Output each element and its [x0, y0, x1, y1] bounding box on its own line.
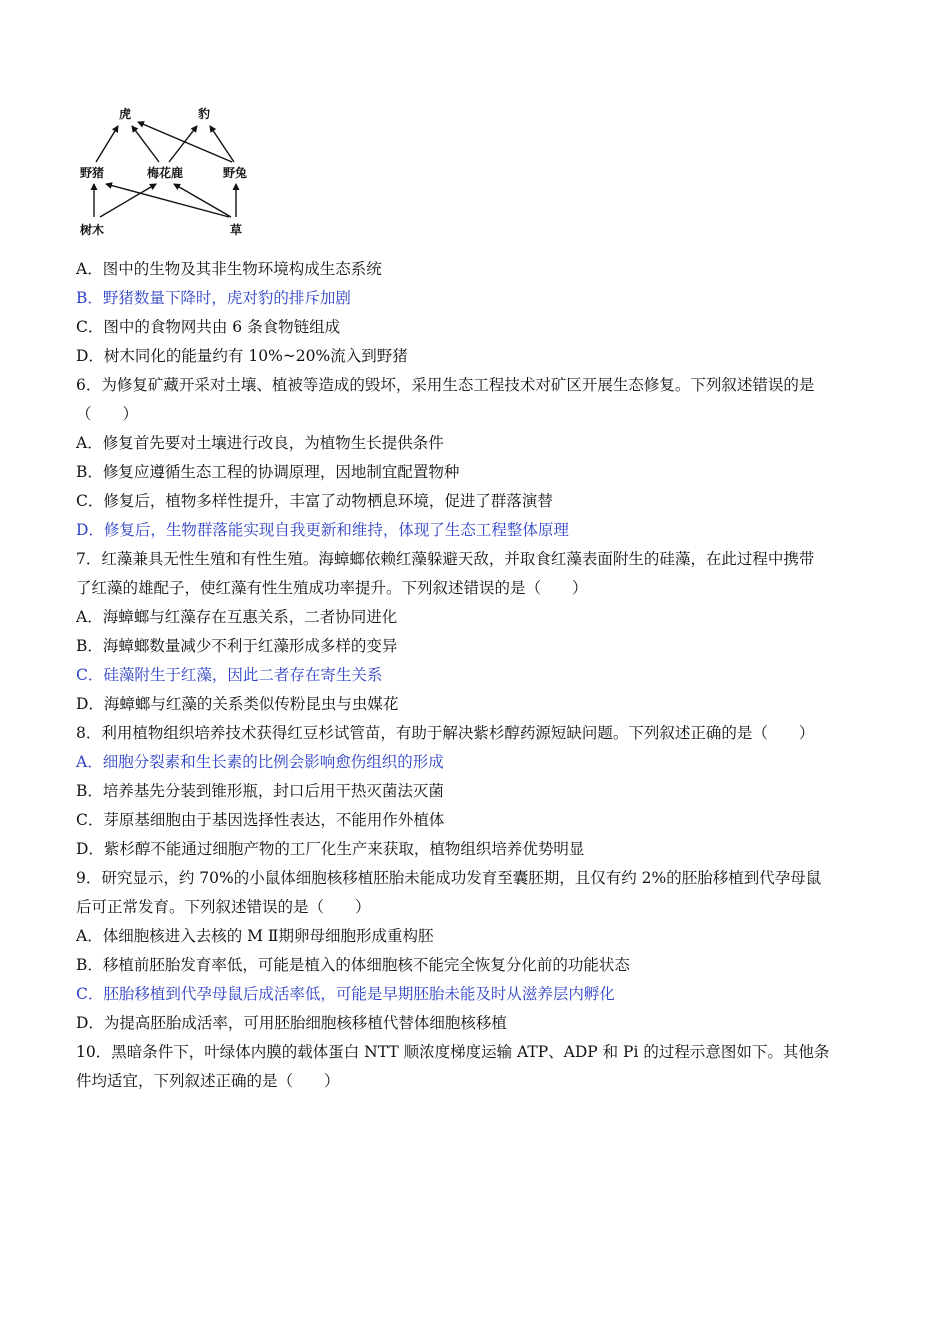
- node-sika-deer: 梅花鹿: [147, 166, 184, 180]
- arrow-rabbit-leopard: [210, 126, 234, 162]
- text-line: 6．为修复矿藏开采对土壤、植被等造成的毁坏，采用生态工程技术对矿区开展生态修复。下列叙述错误的是: [76, 376, 815, 394]
- text-line: B．移植前胚胎发育率低，可能是植入的体细胞核不能完全恢复分化前的功能状态: [76, 956, 630, 974]
- text-line: 了红藻的雄配子，使红藻有性生殖成功率提升。下列叙述错误的是（ ）: [76, 579, 588, 597]
- text-line: A．海蟑螂与红藻存在互惠关系，二者协同进化: [76, 608, 398, 626]
- text-line: D．修复后，生物群落能实现自我更新和维持，体现了生态工程整体原理: [76, 521, 569, 539]
- text-line: C．硅藻附生于红藻，因此二者存在寄生关系: [76, 666, 383, 684]
- arrow-boar-tiger: [96, 126, 118, 162]
- node-leopard: 豹: [198, 107, 211, 121]
- text-line: 9．研究显示，约 70%的小鼠体细胞核移植胚胎未能成功发育至囊胚期，且仅有约 2%的胚胎移植到代孕母鼠: [76, 869, 822, 887]
- food-web-diagram: [74, 100, 264, 242]
- text-line: B．修复应遵循生态工程的协调原理，因地制宜配置物种: [76, 463, 460, 481]
- arrow-trees-deer: [100, 184, 156, 217]
- text-line: （ ）: [76, 405, 139, 423]
- text-line: C．修复后，植物多样性提升，丰富了动物栖息环境，促进了群落演替: [76, 492, 553, 510]
- text-line: 后可正常发育。下列叙述错误的是（ ）: [76, 898, 371, 916]
- node-trees: 树木: [80, 223, 105, 237]
- text-line: 8．利用植物组织培养技术获得红豆杉试管苗，有助于解决紫杉醇药源短缺问题。下列叙述正确的是（ ）: [76, 724, 815, 742]
- arrow-grass-boar: [106, 184, 229, 217]
- text-line: 10．黑暗条件下，叶绿体内膜的载体蛋白 NTT 顺浓度梯度运输 ATP、ADP 和 Pi 的过程示意图如下。其他条: [76, 1043, 830, 1061]
- text-line: C．图中的食物网共由 6 条食物链组成: [76, 318, 341, 336]
- text-line: 7．红藻兼具无性生殖和有性生殖。海蟑螂依赖红藻躲避天敌，并取食红藻表面附生的硅藻，在此过程中携带: [76, 550, 815, 568]
- text-line: D．树木同化的能量约有 10%~20%流入到野猪: [76, 347, 408, 365]
- node-wild-boar: 野猪: [80, 166, 105, 180]
- text-line: C．胚胎移植到代孕母鼠后成活率低，可能是早期胚胎未能及时从滋养层内孵化: [76, 985, 615, 1003]
- node-wild-rabbit: 野兔: [223, 166, 248, 180]
- text-line: D．为提高胚胎成活率，可用胚胎细胞核移植代替体细胞核移植: [76, 1014, 507, 1032]
- text-line: B．海蟑螂数量减少不利于红藻形成多样的变异: [76, 637, 398, 655]
- text-line: D．海蟑螂与红藻的关系类似传粉昆虫与虫媒花: [76, 695, 399, 713]
- text-line: A．细胞分裂素和生长素的比例会影响愈伤组织的形成: [76, 753, 444, 771]
- text-line: A．图中的生物及其非生物环境构成生态系统: [76, 260, 382, 278]
- text-line: C．芽原基细胞由于基因选择性表达，不能用作外植体: [76, 811, 445, 829]
- text-line: 件均适宜，下列叙述正确的是（ ）: [76, 1072, 340, 1090]
- text-line: D．紫杉醇不能通过细胞产物的工厂化生产来获取，植物组织培养优势明显: [76, 840, 585, 858]
- node-tiger: 虎: [119, 107, 132, 121]
- text-line: A．修复首先要对土壤进行改良，为植物生长提供条件: [76, 434, 444, 452]
- text-line: A．体细胞核进入去核的 M Ⅱ期卵母细胞形成重构胚: [76, 927, 434, 945]
- node-grass: 草: [230, 223, 243, 237]
- text-line: B．野猪数量下降时，虎对豹的排斥加剧: [76, 289, 351, 307]
- arrow-deer-leopard: [169, 126, 197, 162]
- arrow-grass-deer: [174, 184, 231, 217]
- arrow-deer-tiger: [132, 126, 159, 162]
- text-line: B．培养基先分装到锥形瓶，封口后用干热灭菌法灭菌: [76, 782, 444, 800]
- question-text: [76, 255, 876, 1096]
